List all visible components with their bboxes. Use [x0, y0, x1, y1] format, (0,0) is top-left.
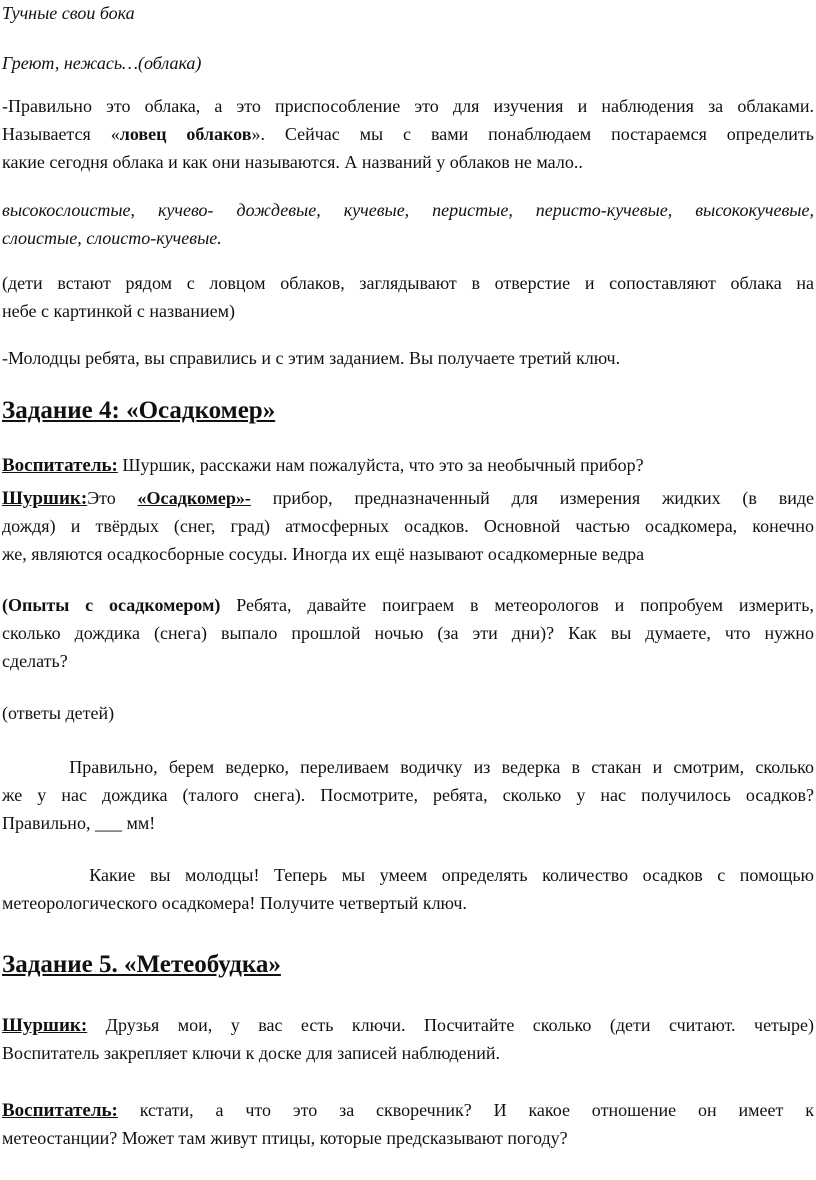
- dialogue-text: Друзья мои, у вас есть ключи. Посчитайте сколько (дети считают. четыре): [87, 1015, 814, 1035]
- text-span: Ребята, давайте поиграем в метеорологов и попробуем измерить,: [220, 595, 814, 615]
- paragraph-line: сколько дождика (снега) выпало прошлой ночью (за эти дни)? Как вы думаете, что нужно: [2, 623, 814, 643]
- text-span: Называется «: [2, 124, 120, 144]
- paragraph-line: же, являются осадкосборные сосуды. Иногда их ещё называют осадкомерные ведра: [2, 544, 645, 564]
- speaker-label-shurshik: Шуршик:: [2, 1015, 88, 1036]
- paragraph-line: [2, 121, 814, 147]
- dialogue-text: Это: [87, 488, 138, 508]
- paragraph-line: метеорологического осадкомера! Получите четвертый ключ.: [2, 893, 467, 913]
- paragraph-line: Какие вы молодцы! Теперь мы умеем определять количество осадков с помощью: [2, 865, 814, 885]
- stage-direction-line: небе с картинкой с названием): [2, 301, 235, 321]
- cloud-types-line: высокослоистые, кучево- дождевые, кучевые, перистые, перисто-кучевые, высококучевые,: [2, 200, 814, 220]
- poem-line-2: Греют, нежась…(облака): [2, 53, 202, 73]
- experiment-line: [2, 592, 814, 618]
- speaker-label-teacher: Воспитатель:: [2, 1100, 118, 1121]
- paragraph-line: -Правильно это облака, а это приспособление это для изучения и наблюдения за облаками.: [2, 96, 814, 116]
- heading-part: Задание 4: [2, 397, 112, 424]
- dialogue-line: [2, 452, 814, 479]
- paragraph-line: же у нас дождика (талого снега). Посмотрите, ребята, сколько у нас получилось осадков?: [2, 785, 814, 805]
- term-rain-gauge: «Осадкомер»-: [137, 488, 251, 508]
- paragraph-line: какие сегодня облака и как они называются. А названий у облаков не мало..: [2, 152, 583, 172]
- stage-direction-line: (дети встают рядом с ловцом облаков, заглядывают в отверстие и сопоставляют облака на: [2, 273, 814, 293]
- text-span: ». Сейчас мы с вами понаблюдаем постараемся определить: [251, 124, 815, 144]
- blank-field: ___: [94, 813, 122, 833]
- paragraph-line: сделать?: [2, 651, 68, 671]
- paragraph-line: дождя) и твёрдых (снег, град) атмосферных осадков. Основной частью осадкомера, конечно: [2, 516, 814, 536]
- speaker-label-teacher: Воспитатель:: [2, 455, 118, 476]
- dialogue-line: [2, 485, 814, 512]
- children-answers: (ответы детей): [2, 703, 115, 723]
- cloud-types-line: слоистые, слоисто-кучевые.: [2, 228, 222, 248]
- paragraph-line: -Молодцы ребята, вы справились и с этим заданием. Вы получаете третий ключ.: [2, 348, 621, 368]
- term-cloud-catcher: ловец облаков: [119, 124, 252, 144]
- dialogue-text: кстати, а что это за скворечник? И какое отношение он имеет к: [117, 1100, 814, 1120]
- text-span: мм!: [121, 813, 156, 833]
- paragraph-line: [2, 810, 814, 836]
- paragraph-line: Воспитатель закрепляет ключи к доске для записей наблюдений.: [2, 1043, 501, 1063]
- paragraph-line: метеостанции? Может там живут птицы, которые предсказывают погоду?: [2, 1128, 568, 1148]
- poem-line-1: Тучные свои бока: [2, 3, 135, 23]
- paragraph-line: Правильно, берем ведерко, переливаем водичку из ведерка в стакан и смотрим, сколько: [2, 757, 814, 777]
- task-5-heading: Задание 5. «Метеобудка»: [2, 951, 281, 978]
- experiment-label: (Опыты с осадкомером): [2, 595, 221, 615]
- dialogue-line: [2, 1012, 814, 1039]
- dialogue-text: прибор, предназначенный для измерения жидких (в виде: [250, 488, 814, 508]
- task-4-heading: [2, 396, 814, 426]
- text-span: Правильно,: [2, 813, 95, 833]
- dialogue-text: Шуршик, расскажи нам пожалуйста, что это за необычный прибор?: [117, 455, 644, 475]
- dialogue-line: [2, 1097, 814, 1124]
- speaker-label-shurshik: Шуршик:: [2, 488, 88, 509]
- heading-part: : «Осадкомер»: [111, 397, 276, 424]
